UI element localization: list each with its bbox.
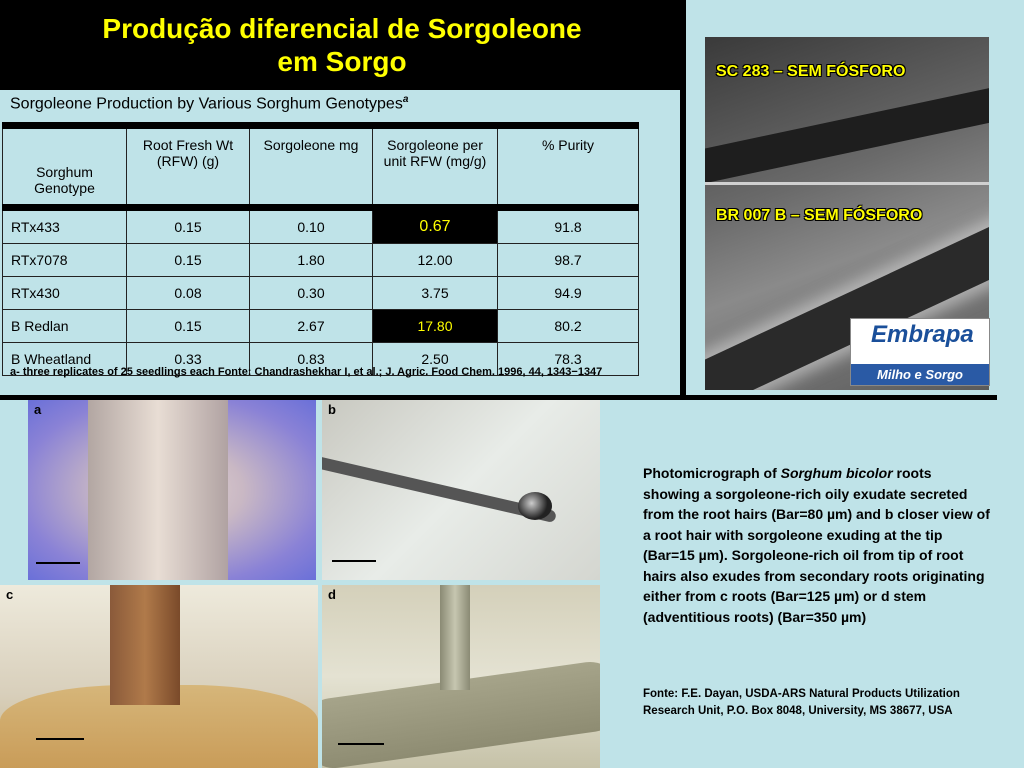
micrograph-a (28, 400, 316, 580)
micrograph-a-scale-bar (36, 562, 80, 564)
source-credit: Fonte: F.E. Dayan, USDA-ARS Natural Products Utilization Research Unit, P.O. Box 8048, University, MS 38677, USA (643, 688, 960, 717)
cell-rfw: 0.15 (127, 208, 250, 244)
logo-wordmark-part1: Em (871, 321, 909, 348)
table-row (3, 310, 639, 343)
micrograph-c-letter: c (6, 587, 14, 602)
cell-rfw: 0.33 (127, 343, 250, 376)
micrograph-b-letter: b (328, 402, 336, 417)
cell-mg: 0.30 (250, 277, 373, 310)
sorgoleone-table (2, 122, 639, 376)
embrapa-logo (850, 318, 990, 386)
cell-rfw: 0.15 (127, 310, 250, 343)
caption-body: roots showing a sorgoleone-rich oily exudate secreted from the root hairs (Bar=80 µm) and b closer view of a root hair with sorgoleone exuding at the tip (Bar=15 µm). Sorgoleone-rich oil from tip of root hairs also exudes from secondary roots originating either from c roots (Bar=125 µm) or d stem (adventitious roots) (Bar=350 µm) (643, 465, 990, 625)
micrograph-b-scale-bar (332, 560, 376, 562)
micrograph-caption (643, 463, 991, 627)
header-per-rfw: Sorgoleone per unit RFW (mg/g) (373, 126, 498, 208)
logo-tagline: Milho e Sorgo (851, 364, 989, 385)
cell-purity: 91.8 (498, 208, 639, 244)
micrograph-d-letter: d (328, 587, 336, 602)
table-footnote: a- three replicates of 25 seedlings each Fonte: Chandrashekhar I, et al.; J. Agric. Food Chem. 1996, 44, 1343−1347 (10, 366, 603, 378)
micrograph-c-secondary-root (110, 585, 180, 705)
cell-rfw: 0.15 (127, 244, 250, 277)
micrograph-a-root (88, 400, 228, 580)
cell-genotype: RTx433 (3, 208, 127, 244)
header-sorgoleone-mg: Sorgoleone mg (250, 126, 373, 208)
cell-rfw: 0.08 (127, 277, 250, 310)
cell-mg: 2.67 (250, 310, 373, 343)
page-title-line2: em Sorgo (277, 46, 407, 77)
cell-genotype: B Wheatland (3, 343, 127, 376)
cell-per-rfw-highlighted: 17.80 (373, 310, 498, 343)
photo-separator (705, 182, 989, 185)
cell-per-rfw: 2.50 (373, 343, 498, 376)
cell-purity: 94.9 (498, 277, 639, 310)
table-row (3, 244, 639, 277)
micrograph-c (0, 585, 318, 768)
table-title-marker: a (402, 94, 409, 105)
caption-species: Sorghum bicolor (780, 465, 893, 481)
vertical-divider (680, 0, 686, 400)
cell-genotype: B Redlan (3, 310, 127, 343)
photo-label-bottom: BR 007 B – SEM FÓSFORO (716, 207, 923, 224)
page-title-line1: Produção diferencial de Sorgoleone (102, 13, 582, 44)
table-row (3, 208, 639, 244)
micrograph-a-letter: a (34, 402, 42, 417)
cell-genotype: RTx430 (3, 277, 127, 310)
micrograph-d-scale-bar (338, 743, 384, 745)
cell-genotype: RTx7078 (3, 244, 127, 277)
caption-lead: Photomicrograph of (643, 465, 781, 481)
root-image-top (705, 82, 989, 186)
micrograph-b-droplet (518, 492, 552, 520)
table-row (3, 277, 639, 310)
logo-wordmark (871, 321, 974, 349)
cell-purity: 98.7 (498, 244, 639, 277)
cell-mg: 0.83 (250, 343, 373, 376)
table-header-row (3, 126, 639, 208)
cell-per-rfw: 12.00 (373, 244, 498, 277)
table-title (10, 94, 408, 113)
title-banner (0, 0, 684, 90)
micrograph-c-scale-bar (36, 738, 84, 740)
micrograph-d-adventitious-root (440, 585, 470, 690)
header-rfw: Root Fresh Wt (RFW) (g) (127, 126, 250, 208)
cell-mg: 1.80 (250, 244, 373, 277)
cell-purity: 78.3 (498, 343, 639, 376)
cell-per-rfw-highlighted: 0.67 (373, 208, 498, 244)
header-purity: % Purity (498, 126, 639, 208)
logo-wordmark-part2: brapa (908, 321, 974, 348)
cell-per-rfw: 3.75 (373, 277, 498, 310)
micrograph-b (322, 400, 600, 580)
cell-mg: 0.10 (250, 208, 373, 244)
micrograph-d (322, 585, 600, 768)
header-genotype: Sorghum Genotype (3, 126, 127, 208)
table-title-text: Sorgoleone Production by Various Sorghum Genotypes (10, 95, 403, 113)
photo-label-top: SC 283 – SEM FÓSFORO (716, 63, 906, 80)
cell-purity: 80.2 (498, 310, 639, 343)
